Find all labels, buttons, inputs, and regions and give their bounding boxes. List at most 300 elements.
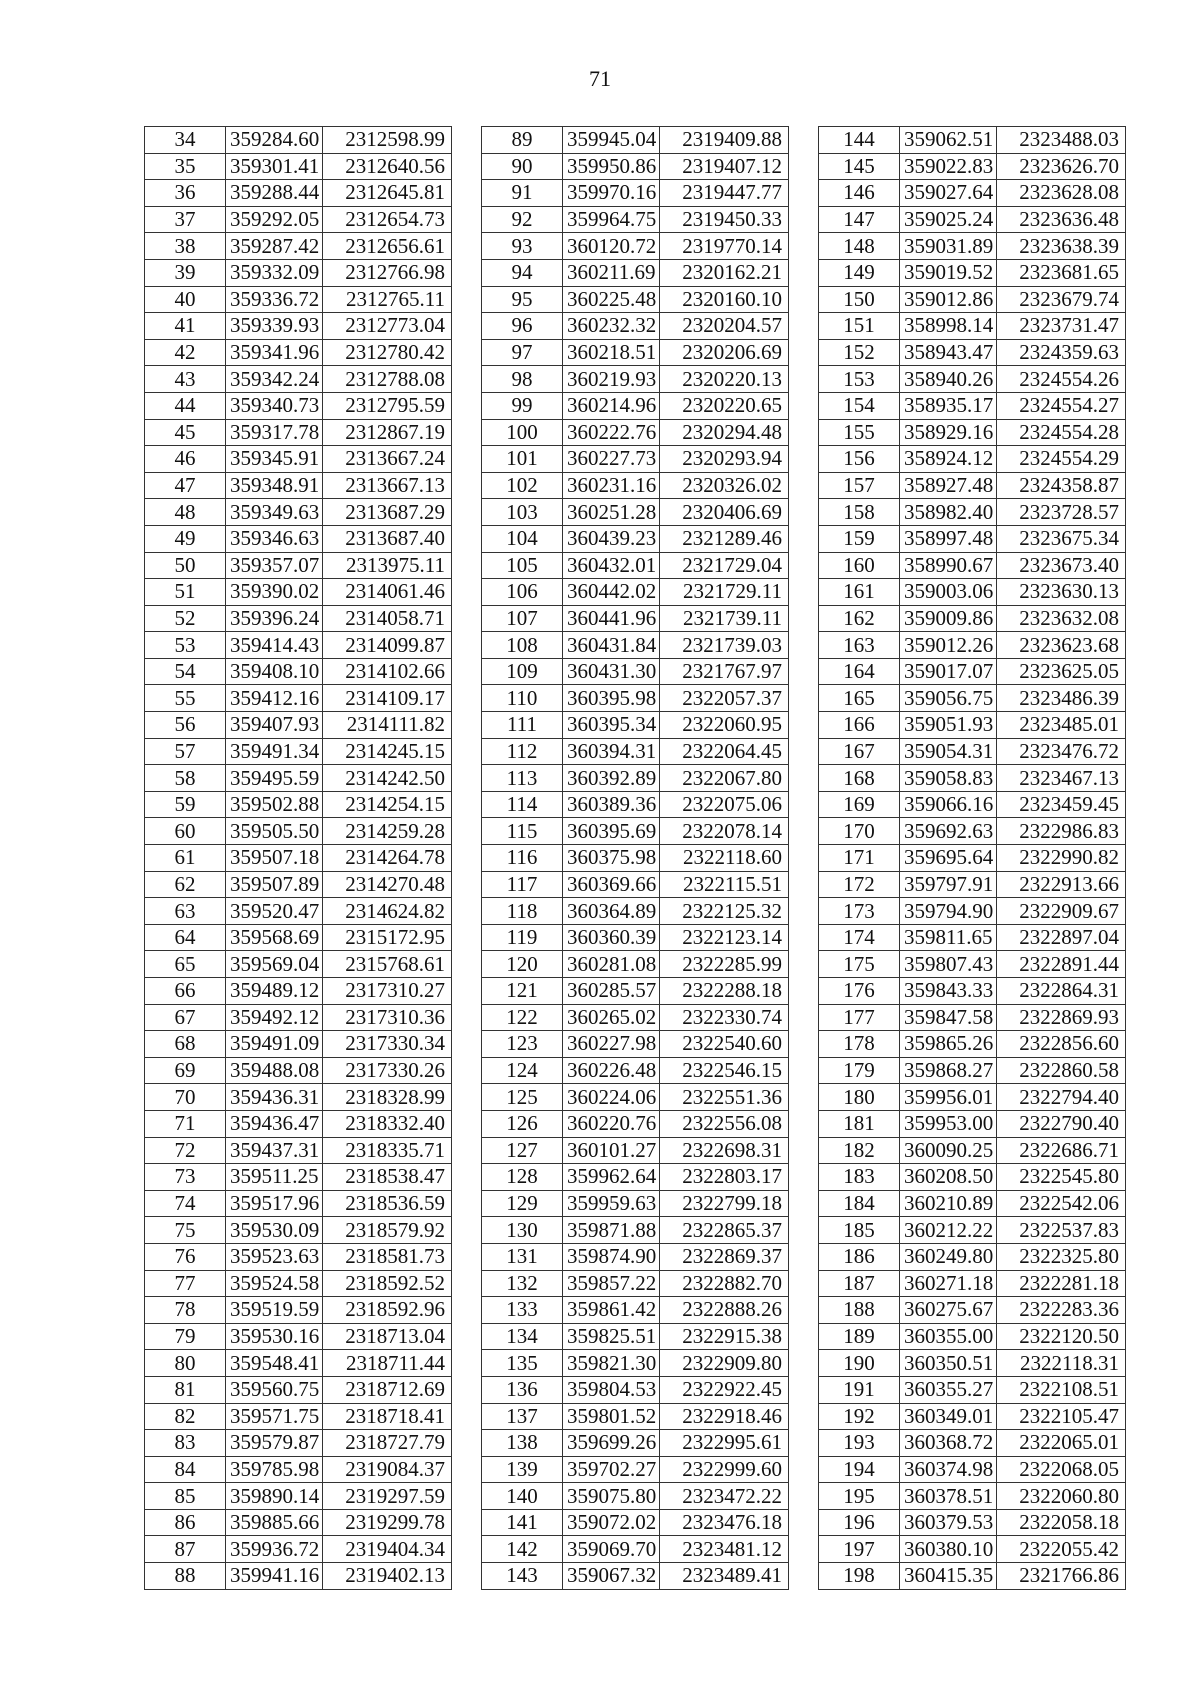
x-coordinate-cell: 360222.76 bbox=[563, 419, 660, 446]
table-row bbox=[819, 1376, 1126, 1403]
y-coordinate-cell: 2322055.42 bbox=[997, 1536, 1126, 1563]
x-coordinate-cell: 359523.63 bbox=[226, 1243, 323, 1270]
x-coordinate-cell: 359491.34 bbox=[226, 738, 323, 765]
point-number-cell: 137 bbox=[482, 1403, 563, 1430]
table-row bbox=[819, 951, 1126, 978]
table-row bbox=[819, 1190, 1126, 1217]
x-coordinate-cell: 359491.09 bbox=[226, 1031, 323, 1058]
table-row bbox=[482, 658, 789, 685]
table-row bbox=[145, 233, 452, 260]
x-coordinate-cell: 359871.88 bbox=[563, 1217, 660, 1244]
x-coordinate-cell: 358935.17 bbox=[900, 392, 997, 419]
y-coordinate-cell: 2323476.72 bbox=[997, 738, 1126, 765]
table-row bbox=[145, 1110, 452, 1137]
y-coordinate-cell: 2322864.31 bbox=[997, 978, 1126, 1005]
table-row bbox=[819, 1430, 1126, 1457]
x-coordinate-cell: 360395.69 bbox=[563, 818, 660, 845]
x-coordinate-cell: 359843.33 bbox=[900, 978, 997, 1005]
y-coordinate-cell: 2318536.59 bbox=[323, 1190, 452, 1217]
point-number-cell: 71 bbox=[145, 1110, 226, 1137]
x-coordinate-cell: 359530.16 bbox=[226, 1323, 323, 1350]
point-number-cell: 66 bbox=[145, 978, 226, 1005]
point-number-cell: 148 bbox=[819, 233, 900, 260]
point-number-cell: 175 bbox=[819, 951, 900, 978]
x-coordinate-cell: 359489.12 bbox=[226, 978, 323, 1005]
table-row bbox=[482, 1563, 789, 1590]
point-number-cell: 109 bbox=[482, 658, 563, 685]
x-coordinate-cell: 359054.31 bbox=[900, 738, 997, 765]
point-number-cell: 173 bbox=[819, 898, 900, 925]
point-number-cell: 79 bbox=[145, 1323, 226, 1350]
point-number-cell: 140 bbox=[482, 1483, 563, 1510]
point-number-cell: 77 bbox=[145, 1270, 226, 1297]
x-coordinate-cell: 359336.72 bbox=[226, 286, 323, 313]
table-row bbox=[482, 579, 789, 606]
y-coordinate-cell: 2322542.06 bbox=[997, 1190, 1126, 1217]
point-number-cell: 196 bbox=[819, 1509, 900, 1536]
y-coordinate-cell: 2314102.66 bbox=[323, 658, 452, 685]
y-coordinate-cell: 2322060.80 bbox=[997, 1483, 1126, 1510]
table-row bbox=[482, 632, 789, 659]
x-coordinate-cell: 359069.70 bbox=[563, 1536, 660, 1563]
point-number-cell: 142 bbox=[482, 1536, 563, 1563]
point-number-cell: 65 bbox=[145, 951, 226, 978]
x-coordinate-cell: 359945.04 bbox=[563, 127, 660, 154]
point-number-cell: 158 bbox=[819, 499, 900, 526]
y-coordinate-cell: 2317330.34 bbox=[323, 1031, 452, 1058]
point-number-cell: 36 bbox=[145, 180, 226, 207]
table-row bbox=[482, 1483, 789, 1510]
y-coordinate-cell: 2322078.14 bbox=[660, 818, 789, 845]
x-coordinate-cell: 359072.02 bbox=[563, 1509, 660, 1536]
table-row bbox=[145, 1509, 452, 1536]
y-coordinate-cell: 2317310.27 bbox=[323, 978, 452, 1005]
x-coordinate-cell: 360431.84 bbox=[563, 632, 660, 659]
x-coordinate-cell: 359056.75 bbox=[900, 685, 997, 712]
point-number-cell: 132 bbox=[482, 1270, 563, 1297]
table-row bbox=[819, 313, 1126, 340]
y-coordinate-cell: 2319297.59 bbox=[323, 1483, 452, 1510]
x-coordinate-cell: 360394.31 bbox=[563, 738, 660, 765]
table-row bbox=[819, 818, 1126, 845]
y-coordinate-cell: 2322891.44 bbox=[997, 951, 1126, 978]
point-number-cell: 138 bbox=[482, 1430, 563, 1457]
x-coordinate-cell: 360285.57 bbox=[563, 978, 660, 1005]
y-coordinate-cell: 2322869.37 bbox=[660, 1243, 789, 1270]
y-coordinate-cell: 2318581.73 bbox=[323, 1243, 452, 1270]
table-row bbox=[145, 419, 452, 446]
table-row bbox=[145, 286, 452, 313]
x-coordinate-cell: 360380.10 bbox=[900, 1536, 997, 1563]
point-number-cell: 41 bbox=[145, 313, 226, 340]
x-coordinate-cell: 359568.69 bbox=[226, 924, 323, 951]
y-coordinate-cell: 2323459.45 bbox=[997, 791, 1126, 818]
table-row bbox=[819, 1004, 1126, 1031]
y-coordinate-cell: 2322551.36 bbox=[660, 1084, 789, 1111]
table-row bbox=[145, 1270, 452, 1297]
table-row bbox=[145, 1137, 452, 1164]
point-number-cell: 82 bbox=[145, 1403, 226, 1430]
y-coordinate-cell: 2322075.06 bbox=[660, 791, 789, 818]
point-number-cell: 54 bbox=[145, 658, 226, 685]
x-coordinate-cell: 360355.27 bbox=[900, 1376, 997, 1403]
point-number-cell: 119 bbox=[482, 924, 563, 951]
point-number-cell: 121 bbox=[482, 978, 563, 1005]
x-coordinate-cell: 359804.53 bbox=[563, 1376, 660, 1403]
y-coordinate-cell: 2324554.29 bbox=[997, 446, 1126, 473]
y-coordinate-cell: 2314099.87 bbox=[323, 632, 452, 659]
x-coordinate-cell: 359807.43 bbox=[900, 951, 997, 978]
y-coordinate-cell: 2322330.74 bbox=[660, 1004, 789, 1031]
table-row bbox=[145, 605, 452, 632]
x-coordinate-cell: 360379.53 bbox=[900, 1509, 997, 1536]
y-coordinate-cell: 2322064.45 bbox=[660, 738, 789, 765]
table-row bbox=[145, 1190, 452, 1217]
x-coordinate-cell: 359012.26 bbox=[900, 632, 997, 659]
x-coordinate-cell: 359062.51 bbox=[900, 127, 997, 154]
y-coordinate-cell: 2319404.34 bbox=[323, 1536, 452, 1563]
point-number-cell: 34 bbox=[145, 127, 226, 154]
table-row bbox=[482, 1270, 789, 1297]
point-number-cell: 166 bbox=[819, 712, 900, 739]
point-number-cell: 108 bbox=[482, 632, 563, 659]
x-coordinate-cell: 360392.89 bbox=[563, 765, 660, 792]
point-number-cell: 93 bbox=[482, 233, 563, 260]
y-coordinate-cell: 2322537.83 bbox=[997, 1217, 1126, 1244]
y-coordinate-cell: 2322803.17 bbox=[660, 1164, 789, 1191]
table-row bbox=[819, 1403, 1126, 1430]
point-number-cell: 122 bbox=[482, 1004, 563, 1031]
point-number-cell: 88 bbox=[145, 1563, 226, 1590]
point-number-cell: 131 bbox=[482, 1243, 563, 1270]
table-row bbox=[819, 712, 1126, 739]
y-coordinate-cell: 2319407.12 bbox=[660, 153, 789, 180]
x-coordinate-cell: 360219.93 bbox=[563, 366, 660, 393]
table-row bbox=[145, 1350, 452, 1377]
point-number-cell: 162 bbox=[819, 605, 900, 632]
y-coordinate-cell: 2312640.56 bbox=[323, 153, 452, 180]
point-number-cell: 99 bbox=[482, 392, 563, 419]
table-row bbox=[819, 1084, 1126, 1111]
y-coordinate-cell: 2323486.39 bbox=[997, 685, 1126, 712]
point-number-cell: 127 bbox=[482, 1137, 563, 1164]
x-coordinate-cell: 359332.09 bbox=[226, 259, 323, 286]
point-number-cell: 67 bbox=[145, 1004, 226, 1031]
y-coordinate-cell: 2323731.47 bbox=[997, 313, 1126, 340]
table-row bbox=[482, 871, 789, 898]
x-coordinate-cell: 360374.98 bbox=[900, 1456, 997, 1483]
x-coordinate-cell: 359492.12 bbox=[226, 1004, 323, 1031]
table-row bbox=[819, 1323, 1126, 1350]
x-coordinate-cell: 360432.01 bbox=[563, 552, 660, 579]
y-coordinate-cell: 2320160.10 bbox=[660, 286, 789, 313]
table-row bbox=[482, 1243, 789, 1270]
table-row bbox=[482, 259, 789, 286]
point-number-cell: 64 bbox=[145, 924, 226, 951]
y-coordinate-cell: 2319409.88 bbox=[660, 127, 789, 154]
table-row bbox=[819, 472, 1126, 499]
x-coordinate-cell: 359339.93 bbox=[226, 313, 323, 340]
y-coordinate-cell: 2322546.15 bbox=[660, 1057, 789, 1084]
point-number-cell: 118 bbox=[482, 898, 563, 925]
y-coordinate-cell: 2322856.60 bbox=[997, 1031, 1126, 1058]
x-coordinate-cell: 359346.63 bbox=[226, 525, 323, 552]
table-row bbox=[819, 658, 1126, 685]
x-coordinate-cell: 359287.42 bbox=[226, 233, 323, 260]
table-row bbox=[819, 845, 1126, 872]
y-coordinate-cell: 2312654.73 bbox=[323, 206, 452, 233]
y-coordinate-cell: 2322909.80 bbox=[660, 1350, 789, 1377]
point-number-cell: 116 bbox=[482, 845, 563, 872]
y-coordinate-cell: 2322790.40 bbox=[997, 1110, 1126, 1137]
coordinate-table-3 bbox=[818, 126, 1126, 1590]
point-number-cell: 59 bbox=[145, 791, 226, 818]
x-coordinate-cell: 359066.16 bbox=[900, 791, 997, 818]
x-coordinate-cell: 359950.86 bbox=[563, 153, 660, 180]
point-number-cell: 188 bbox=[819, 1297, 900, 1324]
y-coordinate-cell: 2312766.98 bbox=[323, 259, 452, 286]
table-row bbox=[145, 712, 452, 739]
table-row bbox=[482, 1430, 789, 1457]
x-coordinate-cell: 360101.27 bbox=[563, 1137, 660, 1164]
x-coordinate-cell: 359530.09 bbox=[226, 1217, 323, 1244]
x-coordinate-cell: 359507.18 bbox=[226, 845, 323, 872]
table-row bbox=[482, 765, 789, 792]
x-coordinate-cell: 358929.16 bbox=[900, 419, 997, 446]
y-coordinate-cell: 2322058.18 bbox=[997, 1509, 1126, 1536]
point-number-cell: 115 bbox=[482, 818, 563, 845]
y-coordinate-cell: 2323481.12 bbox=[660, 1536, 789, 1563]
point-number-cell: 74 bbox=[145, 1190, 226, 1217]
table-row bbox=[482, 1509, 789, 1536]
y-coordinate-cell: 2320406.69 bbox=[660, 499, 789, 526]
x-coordinate-cell: 360211.69 bbox=[563, 259, 660, 286]
table-row bbox=[145, 1403, 452, 1430]
x-coordinate-cell: 360208.50 bbox=[900, 1164, 997, 1191]
x-coordinate-cell: 359349.63 bbox=[226, 499, 323, 526]
y-coordinate-cell: 2318328.99 bbox=[323, 1084, 452, 1111]
x-coordinate-cell: 360389.36 bbox=[563, 791, 660, 818]
x-coordinate-cell: 359865.26 bbox=[900, 1031, 997, 1058]
y-coordinate-cell: 2319447.77 bbox=[660, 180, 789, 207]
table-row bbox=[819, 499, 1126, 526]
y-coordinate-cell: 2314259.28 bbox=[323, 818, 452, 845]
table-row bbox=[145, 259, 452, 286]
table-row bbox=[819, 1509, 1126, 1536]
x-coordinate-cell: 359396.24 bbox=[226, 605, 323, 632]
y-coordinate-cell: 2322860.58 bbox=[997, 1057, 1126, 1084]
x-coordinate-cell: 360231.16 bbox=[563, 472, 660, 499]
y-coordinate-cell: 2322540.60 bbox=[660, 1031, 789, 1058]
x-coordinate-cell: 360355.00 bbox=[900, 1323, 997, 1350]
y-coordinate-cell: 2313667.13 bbox=[323, 472, 452, 499]
point-number-cell: 53 bbox=[145, 632, 226, 659]
y-coordinate-cell: 2318711.44 bbox=[323, 1350, 452, 1377]
y-coordinate-cell: 2315172.95 bbox=[323, 924, 452, 951]
x-coordinate-cell: 359390.02 bbox=[226, 579, 323, 606]
y-coordinate-cell: 2324554.26 bbox=[997, 366, 1126, 393]
table-row bbox=[145, 1456, 452, 1483]
point-number-cell: 35 bbox=[145, 153, 226, 180]
table-row bbox=[145, 765, 452, 792]
y-coordinate-cell: 2322118.60 bbox=[660, 845, 789, 872]
x-coordinate-cell: 359009.86 bbox=[900, 605, 997, 632]
y-coordinate-cell: 2315768.61 bbox=[323, 951, 452, 978]
table-row bbox=[819, 1536, 1126, 1563]
point-number-cell: 55 bbox=[145, 685, 226, 712]
x-coordinate-cell: 359436.31 bbox=[226, 1084, 323, 1111]
table-row bbox=[482, 446, 789, 473]
point-number-cell: 125 bbox=[482, 1084, 563, 1111]
table-row bbox=[819, 765, 1126, 792]
table-row bbox=[145, 978, 452, 1005]
y-coordinate-cell: 2323472.22 bbox=[660, 1483, 789, 1510]
x-coordinate-cell: 359699.26 bbox=[563, 1430, 660, 1457]
table-row bbox=[819, 446, 1126, 473]
y-coordinate-cell: 2318592.96 bbox=[323, 1297, 452, 1324]
table-row bbox=[482, 1164, 789, 1191]
x-coordinate-cell: 359861.42 bbox=[563, 1297, 660, 1324]
point-number-cell: 134 bbox=[482, 1323, 563, 1350]
x-coordinate-cell: 359695.64 bbox=[900, 845, 997, 872]
point-number-cell: 149 bbox=[819, 259, 900, 286]
x-coordinate-cell: 359692.63 bbox=[900, 818, 997, 845]
table-row bbox=[482, 419, 789, 446]
x-coordinate-cell: 359702.27 bbox=[563, 1456, 660, 1483]
table-row bbox=[145, 206, 452, 233]
point-number-cell: 178 bbox=[819, 1031, 900, 1058]
x-coordinate-cell: 359785.98 bbox=[226, 1456, 323, 1483]
point-number-cell: 156 bbox=[819, 446, 900, 473]
x-coordinate-cell: 359357.07 bbox=[226, 552, 323, 579]
x-coordinate-cell: 359964.75 bbox=[563, 206, 660, 233]
point-number-cell: 42 bbox=[145, 339, 226, 366]
point-number-cell: 100 bbox=[482, 419, 563, 446]
y-coordinate-cell: 2318592.52 bbox=[323, 1270, 452, 1297]
y-coordinate-cell: 2319770.14 bbox=[660, 233, 789, 260]
x-coordinate-cell: 360395.34 bbox=[563, 712, 660, 739]
table-row bbox=[145, 924, 452, 951]
x-coordinate-cell: 359520.47 bbox=[226, 898, 323, 925]
y-coordinate-cell: 2323675.34 bbox=[997, 525, 1126, 552]
x-coordinate-cell: 359288.44 bbox=[226, 180, 323, 207]
point-number-cell: 97 bbox=[482, 339, 563, 366]
point-number-cell: 129 bbox=[482, 1190, 563, 1217]
x-coordinate-cell: 359340.73 bbox=[226, 392, 323, 419]
point-number-cell: 84 bbox=[145, 1456, 226, 1483]
x-coordinate-cell: 359017.07 bbox=[900, 658, 997, 685]
point-number-cell: 172 bbox=[819, 871, 900, 898]
table-row bbox=[819, 871, 1126, 898]
x-coordinate-cell: 359292.05 bbox=[226, 206, 323, 233]
y-coordinate-cell: 2323488.03 bbox=[997, 127, 1126, 154]
point-number-cell: 176 bbox=[819, 978, 900, 1005]
y-coordinate-cell: 2318538.47 bbox=[323, 1164, 452, 1191]
y-coordinate-cell: 2318727.79 bbox=[323, 1430, 452, 1457]
x-coordinate-cell: 359571.75 bbox=[226, 1403, 323, 1430]
point-number-cell: 139 bbox=[482, 1456, 563, 1483]
x-coordinate-cell: 358924.12 bbox=[900, 446, 997, 473]
table-row bbox=[145, 1536, 452, 1563]
y-coordinate-cell: 2322118.31 bbox=[997, 1350, 1126, 1377]
table-row bbox=[482, 1536, 789, 1563]
table-row bbox=[819, 1350, 1126, 1377]
table-row bbox=[145, 871, 452, 898]
table-row bbox=[145, 525, 452, 552]
table-row bbox=[819, 605, 1126, 632]
y-coordinate-cell: 2322108.51 bbox=[997, 1376, 1126, 1403]
point-number-cell: 98 bbox=[482, 366, 563, 393]
x-coordinate-cell: 359012.86 bbox=[900, 286, 997, 313]
x-coordinate-cell: 360214.96 bbox=[563, 392, 660, 419]
x-coordinate-cell: 359284.60 bbox=[226, 127, 323, 154]
table-row bbox=[145, 1297, 452, 1324]
point-number-cell: 78 bbox=[145, 1297, 226, 1324]
table-row bbox=[145, 313, 452, 340]
point-number-cell: 184 bbox=[819, 1190, 900, 1217]
table-row bbox=[482, 180, 789, 207]
y-coordinate-cell: 2322125.32 bbox=[660, 898, 789, 925]
point-number-cell: 69 bbox=[145, 1057, 226, 1084]
x-coordinate-cell: 360212.22 bbox=[900, 1217, 997, 1244]
point-number-cell: 169 bbox=[819, 791, 900, 818]
y-coordinate-cell: 2324359.63 bbox=[997, 339, 1126, 366]
table-row bbox=[819, 233, 1126, 260]
x-coordinate-cell: 359341.96 bbox=[226, 339, 323, 366]
point-number-cell: 112 bbox=[482, 738, 563, 765]
point-number-cell: 40 bbox=[145, 286, 226, 313]
point-number-cell: 194 bbox=[819, 1456, 900, 1483]
y-coordinate-cell: 2314242.50 bbox=[323, 765, 452, 792]
y-coordinate-cell: 2314058.71 bbox=[323, 605, 452, 632]
x-coordinate-cell: 359412.16 bbox=[226, 685, 323, 712]
x-coordinate-cell: 360364.89 bbox=[563, 898, 660, 925]
point-number-cell: 170 bbox=[819, 818, 900, 845]
y-coordinate-cell: 2322799.18 bbox=[660, 1190, 789, 1217]
x-coordinate-cell: 358982.40 bbox=[900, 499, 997, 526]
y-coordinate-cell: 2313975.11 bbox=[323, 552, 452, 579]
x-coordinate-cell: 360360.39 bbox=[563, 924, 660, 951]
x-coordinate-cell: 360232.32 bbox=[563, 313, 660, 340]
table-row bbox=[145, 153, 452, 180]
x-coordinate-cell: 360395.98 bbox=[563, 685, 660, 712]
y-coordinate-cell: 2322123.14 bbox=[660, 924, 789, 951]
x-coordinate-cell: 358943.47 bbox=[900, 339, 997, 366]
x-coordinate-cell: 359970.16 bbox=[563, 180, 660, 207]
y-coordinate-cell: 2312867.19 bbox=[323, 419, 452, 446]
x-coordinate-cell: 360378.51 bbox=[900, 1483, 997, 1510]
point-number-cell: 91 bbox=[482, 180, 563, 207]
y-coordinate-cell: 2322913.66 bbox=[997, 871, 1126, 898]
table-row bbox=[145, 180, 452, 207]
x-coordinate-cell: 360225.48 bbox=[563, 286, 660, 313]
y-coordinate-cell: 2322918.46 bbox=[660, 1403, 789, 1430]
y-coordinate-cell: 2313667.24 bbox=[323, 446, 452, 473]
y-coordinate-cell: 2323476.18 bbox=[660, 1509, 789, 1536]
x-coordinate-cell: 359821.30 bbox=[563, 1350, 660, 1377]
point-number-cell: 171 bbox=[819, 845, 900, 872]
y-coordinate-cell: 2320326.02 bbox=[660, 472, 789, 499]
point-number-cell: 72 bbox=[145, 1137, 226, 1164]
x-coordinate-cell: 360249.80 bbox=[900, 1243, 997, 1270]
y-coordinate-cell: 2321766.86 bbox=[997, 1563, 1126, 1590]
y-coordinate-cell: 2314270.48 bbox=[323, 871, 452, 898]
point-number-cell: 133 bbox=[482, 1297, 563, 1324]
point-number-cell: 150 bbox=[819, 286, 900, 313]
table-row bbox=[482, 791, 789, 818]
point-number-cell: 104 bbox=[482, 525, 563, 552]
point-number-cell: 145 bbox=[819, 153, 900, 180]
